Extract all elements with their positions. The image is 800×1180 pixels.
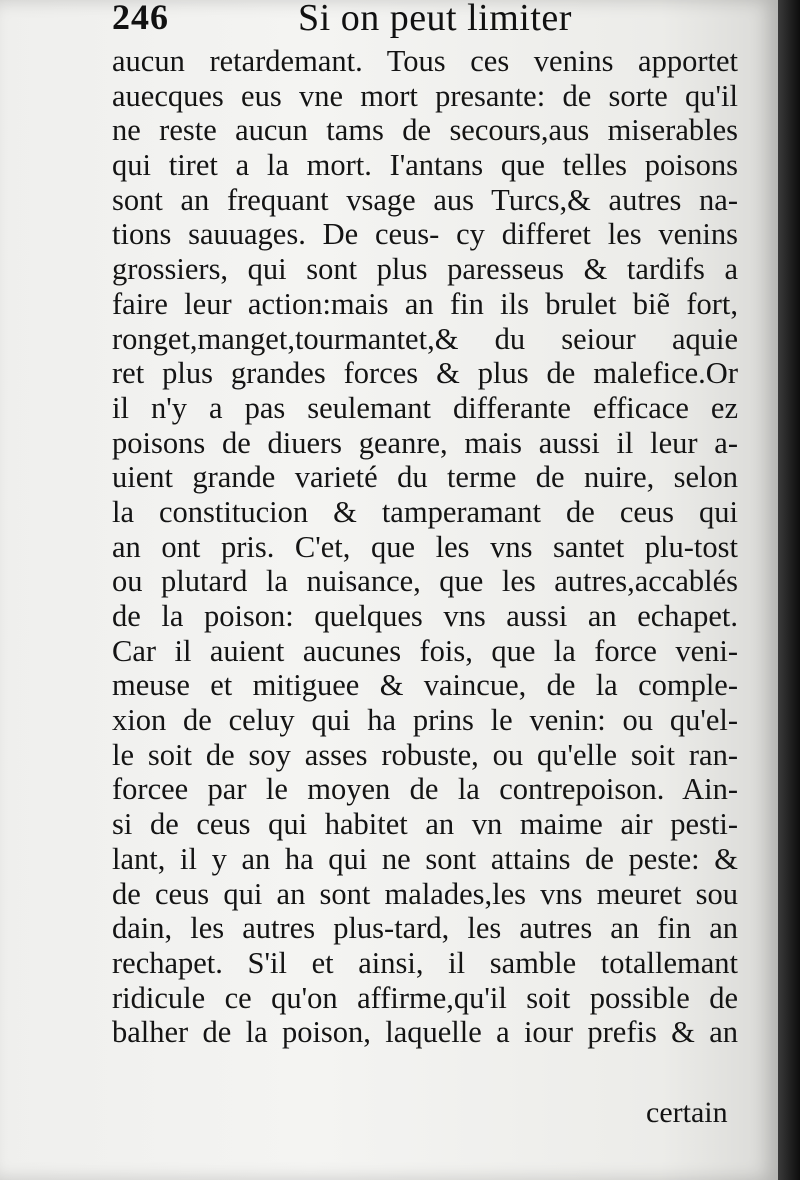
text-line: ronget,manget,tourmantet,& du seiour aquie [112,321,738,356]
text-line: de la poison: quelques vns aussi an echapet. [112,599,738,633]
text-line: grossiers, qui sont plus paresseus & tardifs a [112,252,738,287]
text-line: uient grande varieté du terme de nuire, selon [112,460,738,495]
catchword: certain [646,1096,728,1129]
text-line: auecques eus vne mort presante: de sorte qu'il [112,78,738,113]
text-line: qui tiret a la mort. I'antans que telles poisons [112,148,738,183]
page-header [112,0,752,40]
text-line: il n'y a pas seulemant differante efficace ez [112,390,738,425]
text-line: faire leur action:mais an fin ils brulet biẽ fort, [112,286,738,321]
text-line: de ceus qui an sont malades,les vns meuret sou [112,876,738,911]
running-head: Si on peut limiter [298,0,572,39]
text-line: la constitucion & tamperamant de ceus qui [112,494,738,529]
text-line: le soit de soy asses robuste, ou qu'elle soit ran- [112,737,738,772]
text-line: an ont pris. C'et, que les vns santet plu-tost [112,529,738,564]
text-line: ret plus grandes forces & plus de malefice.Or [112,356,738,391]
text-line: sont an frequant vsage aus Turcs,& autres na- [112,182,738,217]
text-line: aucun retardemant. Tous ces venins apportet [112,44,738,78]
text-line: si de ceus qui habitet an vn maime air pesti- [112,807,738,842]
text-line: ne reste aucun tams de secours,aus miserables [112,113,738,148]
body-text [112,44,738,1050]
text-line: poisons de diuers geanre, mais aussi il leur a- [112,425,738,460]
text-line: lant, il y an ha qui ne sont attains de peste: & [112,841,738,876]
text-line: Car il auient aucunes fois, que la force veni- [112,633,738,668]
text-line: meuse et mitiguee & vaincue, de la comple- [112,668,738,703]
text-line: xion de celuy qui ha prins le venin: ou qu'el- [112,703,738,738]
text-line: tions sauuages. De ceus- cy differet les venins [112,217,738,252]
text-line: rechapet. S'il et ainsi, il samble totallemant [112,945,738,980]
book-spine-shadow [778,0,800,1180]
text-line: ou plutard la nuisance, que les autres,accablés [112,564,738,599]
text-line: balher de la poison, laquelle a iour prefis & an [112,1015,738,1050]
text-line: dain, les autres plus-tard, les autres an fin an [112,911,738,946]
text-line: ridicule ce qu'on affirme,qu'il soit possible de [112,980,738,1015]
page-number: 246 [112,0,169,37]
text-line: forcee par le moyen de la contrepoison. Ain- [112,772,738,807]
